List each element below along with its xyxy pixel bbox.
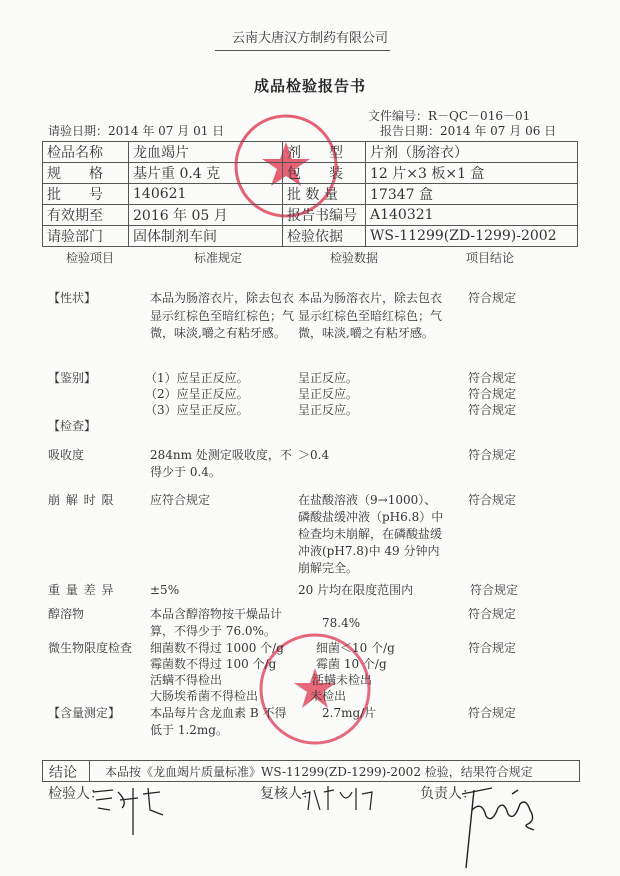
item-name: 重 量 差 异 [48, 583, 115, 597]
item-standard: 本品每片含龙血素 B 不得低于 1.2mg。 [150, 706, 287, 737]
info-label: 规 格 [43, 163, 129, 184]
header-rule [215, 50, 390, 51]
conclusion-divider [89, 761, 90, 781]
conclusion-label: 结论 [49, 765, 77, 781]
item-standard: 活螨不得检出 [150, 673, 223, 687]
item-result: 符合规定 [468, 641, 517, 655]
item-data: 本品为肠溶衣片，除去包衣显示红棕色至暗红棕色；气微，味淡,嚼之有粘牙感。 [298, 291, 443, 340]
item-data: 活螨未检出 [312, 673, 373, 687]
item-result: 符合规定 [468, 291, 517, 305]
item-data: 78.4% [322, 616, 361, 630]
info-label: 检验依据 [283, 226, 366, 247]
item-standard: （3）应呈正反应。 [145, 403, 249, 417]
info-label: 剂 型 [283, 142, 366, 163]
item-result: 符合规定 [468, 371, 517, 385]
item-name: 【含量测定】 [48, 706, 121, 720]
info-label: 请验部门 [43, 226, 129, 247]
item-standard: 大肠埃希菌不得检出 [150, 689, 259, 703]
item-data: 呈正反应。 [298, 371, 359, 385]
item-data: 在盐酸溶液（9→1000）、磷酸盐缓冲液（pH6.8）中检查均未崩解，在磷酸盐缓冲液(pH7.8)中 49 分钟内崩解完全。 [298, 493, 444, 575]
item-standard: ±5% [150, 583, 180, 597]
inspector-label: 检验人： [48, 786, 104, 802]
product-info-table [42, 141, 578, 247]
doc-number: 文件编号：R－QC－016－01 [368, 109, 531, 123]
info-value: 片剂（肠溶衣） [366, 142, 578, 163]
info-label: 报告书编号 [283, 205, 366, 226]
info-value: 12 片×3 板×1 盒 [366, 163, 578, 184]
info-row [43, 184, 578, 205]
item-data: ＞0.4 [298, 448, 330, 462]
item-name: 崩 解 时 限 [48, 493, 115, 507]
item-standard: 本品含醇溶物按干燥品计算，不得少于 76.0%。 [150, 607, 283, 638]
item-standard: （1）应呈正反应。 [145, 371, 249, 385]
reviewer-label: 复核人： [260, 786, 316, 802]
info-row [43, 226, 578, 247]
item-data: 未检出 [310, 689, 347, 703]
item-result: 符合规定 [470, 583, 519, 597]
info-row [43, 142, 578, 163]
item-result: 符合规定 [468, 706, 517, 720]
item-result: 符合规定 [468, 387, 517, 401]
info-value: WS-11299(ZD-1299)-2002 [366, 226, 578, 247]
item-standard: 本品为肠溶衣片，除去包衣显示红棕色至暗红棕色；气微，味淡,嚼之有粘牙感。 [150, 291, 295, 340]
item-standard: （2）应呈正反应。 [145, 387, 249, 401]
column-header-result: 项目结论 [466, 251, 515, 265]
request-date: 请验日期：2014 年 07 月 01 日 [48, 124, 225, 138]
item-data: 霉菌 10 个/g [316, 657, 387, 671]
item-name: 【性状】 [48, 291, 97, 305]
report-date: 报告日期：2014 年 07 月 06 日 [380, 124, 557, 138]
conclusion-box [42, 760, 580, 782]
item-data: 呈正反应。 [298, 387, 359, 401]
conclusion-text: 本品按《龙血竭片质量标准》WS-11299(ZD-1299)-2002 检验，结果符合规定 [105, 765, 533, 779]
info-value: 2016 年 05 月 [129, 205, 283, 226]
item-result: 符合规定 [468, 403, 517, 417]
item-standard: 霉菌数不得过 100 个/g [150, 657, 277, 671]
manager-label: 负责人： [420, 786, 476, 802]
item-name: 吸收度 [48, 448, 85, 462]
column-header-standard: 标准规定 [194, 251, 243, 265]
item-name: 微生物限度检查 [48, 641, 133, 655]
info-value: 龙血竭片 [129, 142, 283, 163]
info-value: 基片重 0.4 克 [129, 163, 283, 184]
item-data: 细菌＜10 个/g [316, 641, 395, 655]
column-header-item: 检验项目 [66, 251, 115, 265]
info-row [43, 205, 578, 226]
info-label: 批 号 [43, 184, 129, 205]
item-data: 2.7mg/片 [322, 706, 377, 720]
section-heading-check: 【检查】 [48, 419, 97, 433]
info-value: 17347 盒 [366, 184, 578, 205]
item-result: 符合规定 [468, 448, 517, 462]
item-name: 醇溶物 [48, 607, 85, 621]
item-standard: 细菌数不得过 1000 个/g [150, 641, 284, 655]
column-header-data: 检验数据 [330, 251, 379, 265]
report-title: 成品检验报告书 [253, 77, 366, 95]
item-result: 符合规定 [468, 607, 517, 621]
item-standard: 284nm 处测定吸收度，不得少于 0.4。 [150, 448, 292, 479]
info-label: 有效期至 [43, 205, 129, 226]
info-label: 包 装 [283, 163, 366, 184]
info-value: A140321 [366, 205, 578, 226]
company-name: 云南大唐汉方制药有限公司 [231, 31, 388, 46]
info-value: 140621 [129, 184, 283, 205]
info-value: 固体制剂车间 [129, 226, 283, 247]
info-label: 检品名称 [43, 142, 129, 163]
item-data: 呈正反应。 [298, 403, 359, 417]
item-data: 20 片均在限度范围内 [298, 583, 414, 597]
item-result: 符合规定 [468, 493, 517, 507]
info-row [43, 163, 578, 184]
item-name: 【鉴别】 [48, 371, 97, 385]
item-standard: 应符合规定 [150, 493, 211, 507]
info-label: 批 数 量 [283, 184, 366, 205]
